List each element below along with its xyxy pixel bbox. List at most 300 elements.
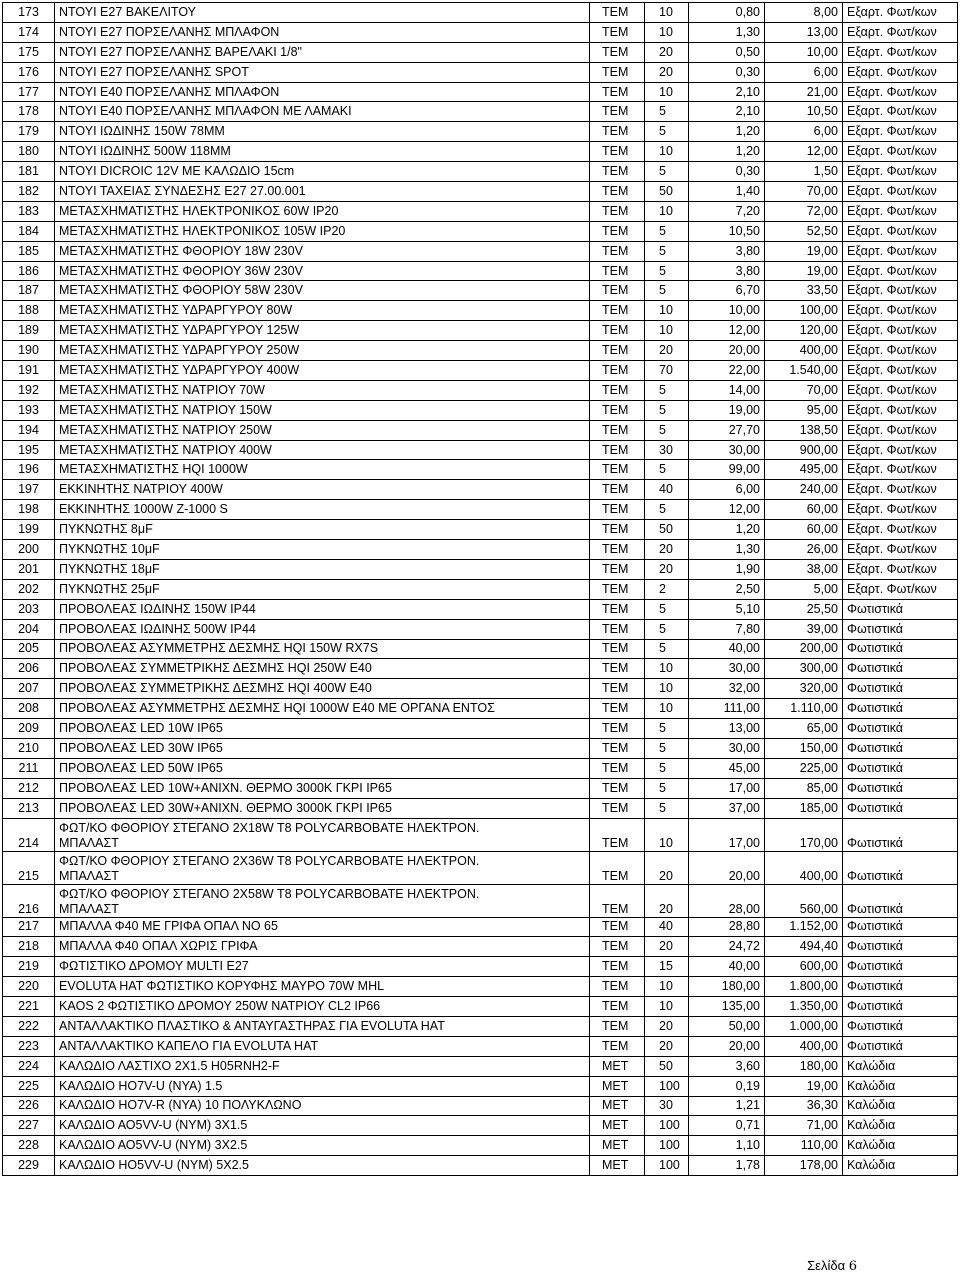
item-number-cell: 212	[3, 778, 55, 798]
unit-cell: ΤΕΜ	[590, 201, 645, 221]
unit-price-cell: 17,00	[689, 778, 765, 798]
category-cell: Εξαρτ. Φωτ/κων	[843, 341, 958, 361]
unit-price-cell: 3,80	[689, 261, 765, 281]
item-number-cell: 177	[3, 82, 55, 102]
category-cell: Φωτιστικά	[843, 758, 958, 778]
unit-price-cell: 3,80	[689, 241, 765, 261]
unit-cell: ΜΕΤ	[590, 1076, 645, 1096]
unit-cell: ΜΕΤ	[590, 1116, 645, 1136]
quantity-cell: 30	[645, 440, 689, 460]
table-row	[3, 679, 958, 699]
item-number-cell: 181	[3, 162, 55, 182]
category-cell: Εξαρτ. Φωτ/κων	[843, 22, 958, 42]
table-row	[3, 738, 958, 758]
item-number-cell: 200	[3, 540, 55, 560]
item-number-cell: 174	[3, 22, 55, 42]
total-cell: 495,00	[765, 460, 843, 480]
total-cell: 400,00	[765, 341, 843, 361]
unit-price-cell: 7,80	[689, 619, 765, 639]
unit-cell: ΤΕΜ	[590, 758, 645, 778]
unit-price-cell: 37,00	[689, 798, 765, 818]
unit-price-cell: 99,00	[689, 460, 765, 480]
item-number-cell: 173	[3, 3, 55, 23]
unit-price-cell: 2,10	[689, 82, 765, 102]
table-row	[3, 361, 958, 381]
total-cell: 1.152,00	[765, 917, 843, 937]
quantity-cell: 5	[645, 122, 689, 142]
category-cell: Εξαρτ. Φωτ/κων	[843, 301, 958, 321]
table-row	[3, 241, 958, 261]
unit-cell: ΤΕΜ	[590, 500, 645, 520]
category-cell: Φωτιστικά	[843, 997, 958, 1017]
unit-cell: ΤΕΜ	[590, 619, 645, 639]
unit-cell: ΤΕΜ	[590, 301, 645, 321]
description-cell: ΠΡΟΒΟΛΕΑΣ LED 30W+ΑΝΙΧΝ. ΘΕΡΜΟ 3000Κ ΓΚΡΙ IP65	[55, 798, 590, 818]
total-cell: 240,00	[765, 480, 843, 500]
unit-price-cell: 180,00	[689, 977, 765, 997]
description-cell: ΜΕΤΑΣΧΗΜΑΤΙΣΤΗΣ ΥΔΡΑΡΓΥΡΟΥ 400W	[55, 361, 590, 381]
item-number-cell: 207	[3, 679, 55, 699]
unit-price-cell: 1,90	[689, 559, 765, 579]
category-cell: Φωτιστικά	[843, 798, 958, 818]
description-cell: ΕΚΚΙΝΗΤΗΣ ΝΑΤΡΙΟΥ 400W	[55, 480, 590, 500]
item-number-cell: 225	[3, 1076, 55, 1096]
table-row	[3, 400, 958, 420]
quantity-cell: 5	[645, 500, 689, 520]
unit-cell: ΤΕΜ	[590, 937, 645, 957]
unit-cell: ΤΕΜ	[590, 957, 645, 977]
category-cell: Εξαρτ. Φωτ/κων	[843, 221, 958, 241]
total-cell: 180,00	[765, 1056, 843, 1076]
category-cell: Εξαρτ. Φωτ/κων	[843, 500, 958, 520]
category-cell: Εξαρτ. Φωτ/κων	[843, 460, 958, 480]
total-cell: 19,00	[765, 1076, 843, 1096]
unit-price-cell: 1,10	[689, 1136, 765, 1156]
unit-price-cell: 1,30	[689, 22, 765, 42]
table-row	[3, 321, 958, 341]
total-cell: 300,00	[765, 659, 843, 679]
total-cell: 19,00	[765, 241, 843, 261]
description-cell	[55, 818, 590, 851]
table-row	[3, 1056, 958, 1076]
table-row	[3, 1016, 958, 1036]
description-cell: ΦΩΤΙΣΤΙΚΟ ΔΡΟΜΟΥ MULTI E27	[55, 957, 590, 977]
item-number-cell: 193	[3, 400, 55, 420]
unit-cell: ΤΕΜ	[590, 380, 645, 400]
unit-cell: ΜΕΤ	[590, 1056, 645, 1076]
quantity-cell: 5	[645, 102, 689, 122]
item-number-cell: 209	[3, 719, 55, 739]
unit-price-cell: 0,30	[689, 162, 765, 182]
description-cell: ΕΚΚΙΝΗΤΗΣ 1000W Z-1000 S	[55, 500, 590, 520]
unit-cell: ΤΕΜ	[590, 719, 645, 739]
category-cell: Καλώδια	[843, 1156, 958, 1176]
total-cell: 25,50	[765, 599, 843, 619]
item-number-cell: 223	[3, 1036, 55, 1056]
item-number-cell: 183	[3, 201, 55, 221]
item-number-cell: 208	[3, 699, 55, 719]
table-row	[3, 851, 958, 884]
total-cell: 185,00	[765, 798, 843, 818]
category-cell: Εξαρτ. Φωτ/κων	[843, 42, 958, 62]
description-cell: ΜΕΤΑΣΧΗΜΑΤΙΣΤΗΣ ΗΛΕΚΤΡΟΝΙΚΟΣ 60W IP20	[55, 201, 590, 221]
table-row	[3, 798, 958, 818]
category-cell: Φωτιστικά	[843, 738, 958, 758]
item-number-cell: 227	[3, 1116, 55, 1136]
unit-price-cell: 1,21	[689, 1096, 765, 1116]
description-cell: ΜΕΤΑΣΧΗΜΑΤΙΣΤΗΣ ΝΑΤΡΙΟΥ 250W	[55, 420, 590, 440]
unit-cell: ΤΕΜ	[590, 400, 645, 420]
category-cell: Εξαρτ. Φωτ/κων	[843, 361, 958, 381]
item-number-cell: 222	[3, 1016, 55, 1036]
description-cell: ΝΤΟΥΙ DICROIC 12V ΜΕ ΚΑΛΩΔΙΟ 15cm	[55, 162, 590, 182]
quantity-cell: 50	[645, 182, 689, 202]
unit-price-cell: 10,00	[689, 301, 765, 321]
unit-cell: ΤΕΜ	[590, 142, 645, 162]
category-cell: Εξαρτ. Φωτ/κων	[843, 281, 958, 301]
category-cell: Φωτιστικά	[843, 719, 958, 739]
description-cell: ΚΑΛΩΔΙΟ HO7V-U (NYA) 1.5	[55, 1076, 590, 1096]
category-cell: Εξαρτ. Φωτ/κων	[843, 182, 958, 202]
quantity-cell: 5	[645, 639, 689, 659]
unit-price-cell: 30,00	[689, 738, 765, 758]
item-number-cell: 205	[3, 639, 55, 659]
unit-price-cell: 17,00	[689, 818, 765, 851]
quantity-cell: 20	[645, 884, 689, 917]
total-cell: 1.800,00	[765, 977, 843, 997]
total-cell: 12,00	[765, 142, 843, 162]
total-cell: 494,40	[765, 937, 843, 957]
price-table	[2, 2, 958, 1176]
description-cell: ΝΤΟΥΙ Ε27 ΠΟΡΣΕΛΑΝΗΣ SPOT	[55, 62, 590, 82]
category-cell: Εξαρτ. Φωτ/κων	[843, 122, 958, 142]
table-row	[3, 997, 958, 1017]
description-cell: ΑΝΤΑΛΛΑΚΤΙΚΟ ΠΛΑΣΤΙΚΟ & ΑΝΤΑΥΓΑΣΤΗΡΑΣ ΓΙΑ EVOLUTA HAT	[55, 1016, 590, 1036]
unit-cell: ΤΕΜ	[590, 82, 645, 102]
total-cell: 8,00	[765, 3, 843, 23]
description-cell: ΠΡΟΒΟΛΕΑΣ ΣΥΜΜΕΤΡΙΚΗΣ ΔΕΣΜΗΣ HQI 250W E40	[55, 659, 590, 679]
unit-price-cell: 2,50	[689, 579, 765, 599]
description-cell: ΚΑΛΩΔΙΟ ΑΟ5VV-U (NYM) 3X2.5	[55, 1136, 590, 1156]
table-row	[3, 162, 958, 182]
unit-cell: ΤΕΜ	[590, 42, 645, 62]
unit-cell: ΜΕΤ	[590, 1096, 645, 1116]
unit-cell: ΤΕΜ	[590, 559, 645, 579]
quantity-cell: 10	[645, 699, 689, 719]
unit-price-cell: 5,10	[689, 599, 765, 619]
quantity-cell: 20	[645, 1036, 689, 1056]
description-cell	[55, 884, 590, 917]
description-cell: ΜΠΑΛΛΑ Φ40 ΟΠΑΛ ΧΩΡΙΣ ΓΡΙΦΑ	[55, 937, 590, 957]
quantity-cell: 20	[645, 1016, 689, 1036]
table-row	[3, 380, 958, 400]
total-cell: 72,00	[765, 201, 843, 221]
category-cell: Εξαρτ. Φωτ/κων	[843, 201, 958, 221]
quantity-cell: 5	[645, 380, 689, 400]
table-row	[3, 122, 958, 142]
page-footer	[807, 1258, 857, 1274]
description-cell: ΜΕΤΑΣΧΗΜΑΤΙΣΤΗΣ ΦΘΟΡΙΟΥ 18W 230V	[55, 241, 590, 261]
item-number-cell: 187	[3, 281, 55, 301]
description-cell: ΚΑΛΩΔΙΟ HO5VV-U (NYM) 5X2.5	[55, 1156, 590, 1176]
unit-cell: ΤΕΜ	[590, 679, 645, 699]
description-cell: ΠΡΟΒΟΛΕΑΣ ΑΣΥΜΜΕΤΡΗΣ ΔΕΣΜΗΣ HQI 150W RX7S	[55, 639, 590, 659]
description-cell: ΚΑΛΩΔΙΟ ΑΟ5VV-U (NYM) 3X1.5	[55, 1116, 590, 1136]
quantity-cell: 30	[645, 1096, 689, 1116]
table-row	[3, 540, 958, 560]
unit-cell: ΤΕΜ	[590, 778, 645, 798]
unit-cell: ΜΕΤ	[590, 1136, 645, 1156]
total-cell: 52,50	[765, 221, 843, 241]
unit-price-cell: 0,19	[689, 1076, 765, 1096]
item-number-cell: 175	[3, 42, 55, 62]
description-line-2: ΜΠΑΛΑΣΤ	[59, 868, 119, 883]
unit-price-cell: 1,40	[689, 182, 765, 202]
description-line-2: ΜΠΑΛΑΣΤ	[59, 901, 119, 916]
description-cell: ΜΕΤΑΣΧΗΜΑΤΙΣΤΗΣ HQI 1000W	[55, 460, 590, 480]
table-row	[3, 1116, 958, 1136]
unit-cell: ΤΕΜ	[590, 997, 645, 1017]
category-cell: Φωτιστικά	[843, 679, 958, 699]
unit-cell: ΜΕΤ	[590, 1156, 645, 1176]
item-number-cell: 203	[3, 599, 55, 619]
quantity-cell: 5	[645, 281, 689, 301]
total-cell: 138,50	[765, 420, 843, 440]
quantity-cell: 10	[645, 142, 689, 162]
item-number-cell: 189	[3, 321, 55, 341]
total-cell: 178,00	[765, 1156, 843, 1176]
description-cell: ΠΡΟΒΟΛΕΑΣ ΙΩΔΙΝΗΣ 500W IP44	[55, 619, 590, 639]
item-number-cell: 185	[3, 241, 55, 261]
price-table-body	[3, 3, 958, 1176]
table-row	[3, 619, 958, 639]
quantity-cell: 20	[645, 341, 689, 361]
table-row	[3, 182, 958, 202]
unit-price-cell: 7,20	[689, 201, 765, 221]
description-cell: ΝΤΟΥΙ Ε40 ΠΟΡΣΕΛΑΝΗΣ ΜΠΛΑΦΟΝ ΜΕ ΛΑΜΑΚΙ	[55, 102, 590, 122]
item-number-cell: 217	[3, 917, 55, 937]
category-cell: Φωτιστικά	[843, 917, 958, 937]
table-row	[3, 1096, 958, 1116]
table-row	[3, 599, 958, 619]
description-cell: EVOLUTA HAT ΦΩΤΙΣΤΙΚΟ ΚΟΡΥΦΗΣ ΜΑΥΡΟ 70W MHL	[55, 977, 590, 997]
category-cell: Εξαρτ. Φωτ/κων	[843, 142, 958, 162]
unit-price-cell: 27,70	[689, 420, 765, 440]
description-cell: ΝΤΟΥΙ Ε27 ΠΟΡΣΕΛΑΝΗΣ ΜΠΛΑΦΟΝ	[55, 22, 590, 42]
quantity-cell: 100	[645, 1116, 689, 1136]
item-number-cell: 188	[3, 301, 55, 321]
table-row	[3, 201, 958, 221]
description-cell: ΜΕΤΑΣΧΗΜΑΤΙΣΤΗΣ ΥΔΡΑΡΓΥΡΟΥ 80W	[55, 301, 590, 321]
item-number-cell: 196	[3, 460, 55, 480]
total-cell: 10,50	[765, 102, 843, 122]
category-cell: Φωτιστικά	[843, 1036, 958, 1056]
unit-cell: ΤΕΜ	[590, 540, 645, 560]
table-row	[3, 1036, 958, 1056]
category-cell: Εξαρτ. Φωτ/κων	[843, 162, 958, 182]
description-cell: ΝΤΟΥΙ ΤΑΧΕΙΑΣ ΣΥΝΔΕΣΗΣ Ε27 27.00.001	[55, 182, 590, 202]
table-row	[3, 480, 958, 500]
category-cell: Καλώδια	[843, 1096, 958, 1116]
item-number-cell: 201	[3, 559, 55, 579]
description-line-1: ΦΩΤ/ΚΟ ΦΘΟΡΙΟΥ ΣΤΕΓΑΝΟ 2Χ36W T8 POLYCARBOBATE ΗΛΕΚΤΡΟΝ.	[59, 853, 480, 868]
item-number-cell: 219	[3, 957, 55, 977]
unit-price-cell: 0,80	[689, 3, 765, 23]
category-cell: Εξαρτ. Φωτ/κων	[843, 321, 958, 341]
category-cell: Φωτιστικά	[843, 778, 958, 798]
total-cell: 1.350,00	[765, 997, 843, 1017]
category-cell: Εξαρτ. Φωτ/κων	[843, 241, 958, 261]
table-row	[3, 22, 958, 42]
description-cell: ΜΕΤΑΣΧΗΜΑΤΙΣΤΗΣ ΥΔΡΑΡΓΥΡΟΥ 125W	[55, 321, 590, 341]
category-cell: Καλώδια	[843, 1116, 958, 1136]
category-cell: Φωτιστικά	[843, 977, 958, 997]
unit-price-cell: 40,00	[689, 639, 765, 659]
unit-cell: ΤΕΜ	[590, 321, 645, 341]
table-row	[3, 301, 958, 321]
table-row	[3, 957, 958, 977]
table-row	[3, 937, 958, 957]
quantity-cell: 5	[645, 599, 689, 619]
category-cell: Φωτιστικά	[843, 619, 958, 639]
item-number-cell: 204	[3, 619, 55, 639]
item-number-cell: 184	[3, 221, 55, 241]
description-cell: ΠΥΚΝΩΤΗΣ 18μF	[55, 559, 590, 579]
category-cell: Εξαρτ. Φωτ/κων	[843, 480, 958, 500]
quantity-cell: 20	[645, 42, 689, 62]
item-number-cell: 228	[3, 1136, 55, 1156]
quantity-cell: 10	[645, 22, 689, 42]
item-number-cell: 216	[3, 884, 55, 917]
category-cell: Εξαρτ. Φωτ/κων	[843, 62, 958, 82]
table-row	[3, 659, 958, 679]
unit-cell: ΤΕΜ	[590, 480, 645, 500]
quantity-cell: 5	[645, 221, 689, 241]
page-number: 6	[848, 1259, 857, 1274]
category-cell: Φωτιστικά	[843, 699, 958, 719]
category-cell: Εξαρτ. Φωτ/κων	[843, 102, 958, 122]
unit-price-cell: 12,00	[689, 321, 765, 341]
description-cell: ΝΤΟΥΙ Ε40 ΠΟΡΣΕΛΑΝΗΣ ΜΠΛΑΦΟΝ	[55, 82, 590, 102]
table-row	[3, 500, 958, 520]
item-number-cell: 226	[3, 1096, 55, 1116]
item-number-cell: 221	[3, 997, 55, 1017]
item-number-cell: 210	[3, 738, 55, 758]
quantity-cell: 10	[645, 321, 689, 341]
description-cell: ΝΤΟΥΙ ΙΩΔΙΝΗΣ 500W 118MM	[55, 142, 590, 162]
total-cell: 170,00	[765, 818, 843, 851]
unit-price-cell: 0,71	[689, 1116, 765, 1136]
quantity-cell: 20	[645, 937, 689, 957]
description-cell: ΠΡΟΒΟΛΕΑΣ LED 10W IP65	[55, 719, 590, 739]
unit-price-cell: 13,00	[689, 719, 765, 739]
quantity-cell: 100	[645, 1156, 689, 1176]
quantity-cell: 2	[645, 579, 689, 599]
unit-price-cell: 10,50	[689, 221, 765, 241]
total-cell: 33,50	[765, 281, 843, 301]
quantity-cell: 5	[645, 778, 689, 798]
category-cell: Εξαρτ. Φωτ/κων	[843, 559, 958, 579]
quantity-cell: 10	[645, 3, 689, 23]
category-cell: Φωτιστικά	[843, 937, 958, 957]
total-cell: 150,00	[765, 738, 843, 758]
unit-price-cell: 0,30	[689, 62, 765, 82]
unit-cell: ΤΕΜ	[590, 798, 645, 818]
category-cell: Φωτιστικά	[843, 851, 958, 884]
total-cell: 1.000,00	[765, 1016, 843, 1036]
unit-cell: ΤΕΜ	[590, 3, 645, 23]
table-row	[3, 778, 958, 798]
unit-cell: ΤΕΜ	[590, 699, 645, 719]
quantity-cell: 10	[645, 818, 689, 851]
category-cell: Εξαρτ. Φωτ/κων	[843, 520, 958, 540]
total-cell: 120,00	[765, 321, 843, 341]
quantity-cell: 10	[645, 977, 689, 997]
table-row	[3, 699, 958, 719]
total-cell: 400,00	[765, 851, 843, 884]
category-cell: Εξαρτ. Φωτ/κων	[843, 82, 958, 102]
quantity-cell: 5	[645, 619, 689, 639]
description-cell: KAOS 2 ΦΩΤΙΣΤΙΚΟ ΔΡΟΜΟΥ 250W ΝΑΤΡΙΟΥ CL2 IP66	[55, 997, 590, 1017]
unit-price-cell: 6,00	[689, 480, 765, 500]
item-number-cell: 213	[3, 798, 55, 818]
table-row	[3, 1136, 958, 1156]
quantity-cell: 10	[645, 82, 689, 102]
description-cell: ΠΡΟΒΟΛΕΑΣ LED 10W+ΑΝΙΧΝ. ΘΕΡΜΟ 3000Κ ΓΚΡΙ IP65	[55, 778, 590, 798]
category-cell: Φωτιστικά	[843, 884, 958, 917]
unit-cell: ΤΕΜ	[590, 62, 645, 82]
description-cell: ΜΕΤΑΣΧΗΜΑΤΙΣΤΗΣ ΥΔΡΑΡΓΥΡΟΥ 250W	[55, 341, 590, 361]
category-cell: Εξαρτ. Φωτ/κων	[843, 420, 958, 440]
unit-cell: ΤΕΜ	[590, 22, 645, 42]
total-cell: 36,30	[765, 1096, 843, 1116]
quantity-cell: 10	[645, 659, 689, 679]
table-row	[3, 142, 958, 162]
total-cell: 13,00	[765, 22, 843, 42]
quantity-cell: 5	[645, 719, 689, 739]
category-cell: Εξαρτ. Φωτ/κων	[843, 400, 958, 420]
quantity-cell: 5	[645, 460, 689, 480]
item-number-cell: 199	[3, 520, 55, 540]
total-cell: 60,00	[765, 500, 843, 520]
unit-price-cell: 6,70	[689, 281, 765, 301]
table-row	[3, 917, 958, 937]
item-number-cell: 180	[3, 142, 55, 162]
total-cell: 6,00	[765, 122, 843, 142]
total-cell: 5,00	[765, 579, 843, 599]
total-cell: 65,00	[765, 719, 843, 739]
unit-cell: ΤΕΜ	[590, 221, 645, 241]
unit-price-cell: 2,10	[689, 102, 765, 122]
unit-price-cell: 30,00	[689, 440, 765, 460]
unit-cell: ΤΕΜ	[590, 1016, 645, 1036]
unit-cell: ΤΕΜ	[590, 818, 645, 851]
category-cell: Φωτιστικά	[843, 957, 958, 977]
quantity-cell: 5	[645, 738, 689, 758]
item-number-cell: 215	[3, 851, 55, 884]
unit-cell: ΤΕΜ	[590, 102, 645, 122]
total-cell: 95,00	[765, 400, 843, 420]
unit-cell: ΤΕΜ	[590, 520, 645, 540]
table-row	[3, 460, 958, 480]
item-number-cell: 176	[3, 62, 55, 82]
category-cell: Φωτιστικά	[843, 659, 958, 679]
total-cell: 600,00	[765, 957, 843, 977]
unit-cell: ΤΕΜ	[590, 241, 645, 261]
quantity-cell: 100	[645, 1136, 689, 1156]
item-number-cell: 220	[3, 977, 55, 997]
category-cell: Εξαρτ. Φωτ/κων	[843, 540, 958, 560]
